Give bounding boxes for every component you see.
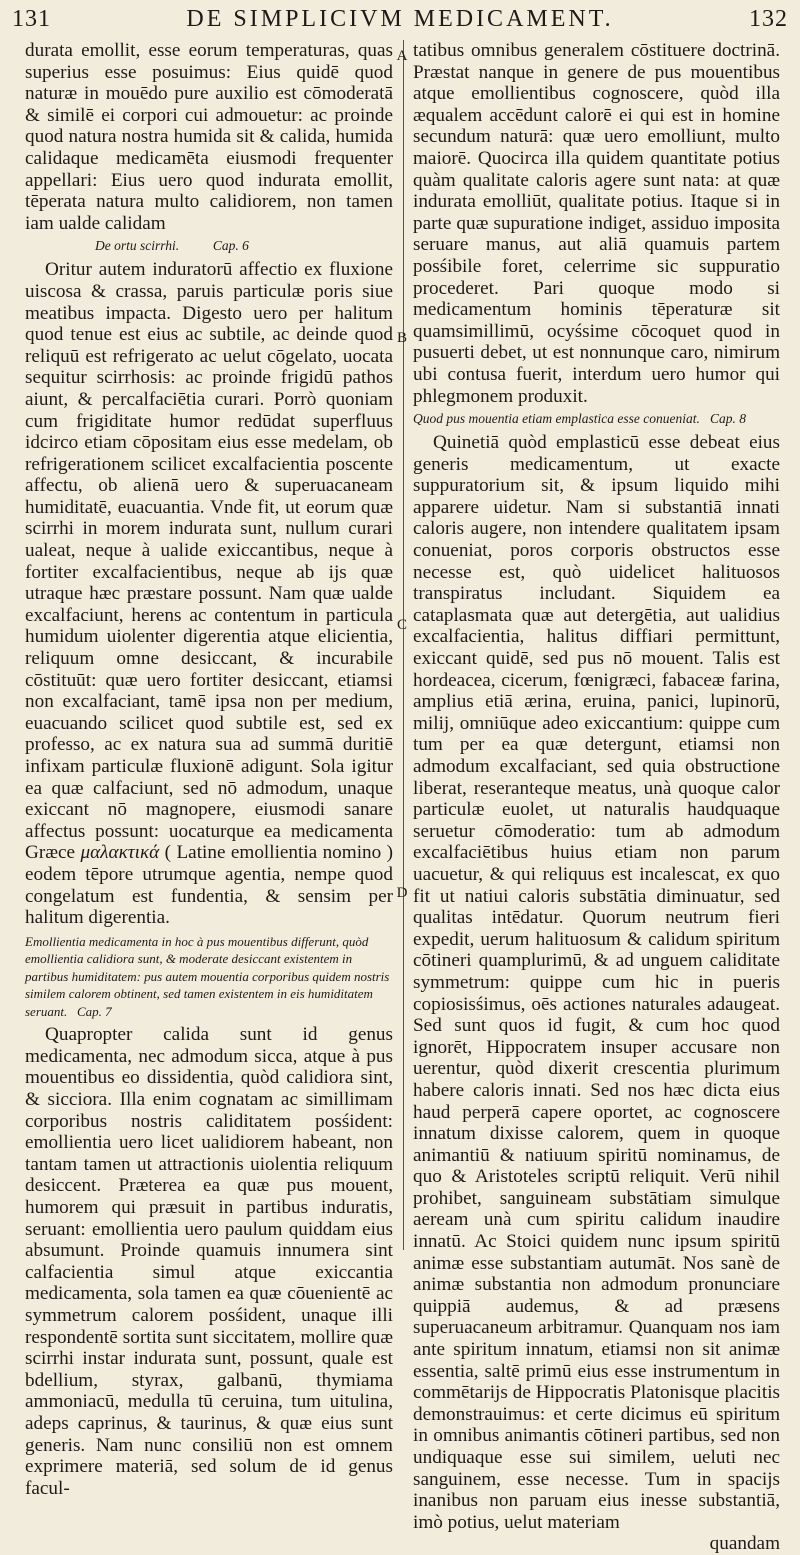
column-divider bbox=[403, 40, 404, 1250]
page-number-right: 132 bbox=[749, 6, 788, 32]
margin-letter-d: D bbox=[396, 885, 408, 901]
catchword: quandam bbox=[709, 1533, 780, 1555]
right-column bbox=[413, 40, 780, 1555]
chapter-title-8 bbox=[413, 409, 780, 429]
chapter-title-7 bbox=[25, 933, 393, 1021]
paragraph bbox=[25, 259, 393, 928]
paragraph: tatibus omnibus generalem cōstituere doctrinā. Præstat nanque in genere de pus mouentibus atque emollientibus cognoscere, quòd illa æqualem accēdunt calorē ei qui est in homine secundum naturā: quæ uero emolliunt, multo maiorē. Quocirca illa quidem quantitate potius quàm qualitate caloris agere sunt nata: at quæ indurata emolliūt, qualitate potius. Itaque si in parte quæ supuratione indiget, assiduo imposita seruare manus, aut aliā quamuis partem posśibile foret, celerrime sic suppuratio procederet. Pari quoque modo si medicamentum hominis tēperaturæ sit quamsimillimū, ocyśsime cōcoquet quod in pusuerti debet, ut est nonnunque caro, nimirum ubi contusa fuerit, interdum uero humor qui phlegmonem produxit. bbox=[413, 40, 780, 407]
margin-letter-c: C bbox=[396, 617, 407, 633]
chapter-number: Cap. 6 bbox=[212, 238, 249, 254]
page-number-left: 131 bbox=[12, 6, 51, 32]
page-header bbox=[12, 6, 788, 36]
chapter-title-text: Emollientia medicamenta in hoc à pus mouentibus differunt, quòd emollientia calidiora sunt, & moderate desiccant existentem in partibus humiditatem: pus autem mouentia corporibus quidem nostris similem calorem obtinent, sed tamen existentem in eis humiditatem seruant. bbox=[25, 933, 390, 1019]
margin-letter-b: B bbox=[396, 330, 407, 346]
chapter-number: Cap. 8 bbox=[709, 411, 746, 427]
chapter-title-text: De ortu scirrhi. bbox=[95, 238, 180, 254]
margin-letter-a: A bbox=[396, 48, 408, 64]
paragraph-text: ( Latine emollientia nomino ) eodem tēpore utrumque agentia, nempe quod congelatum est fundentia, & sensim per halitum digerentia. bbox=[25, 842, 394, 929]
paragraph: durata emollit, esse eorum temperaturas, quas superius esse posuimus: Eius quidē quod naturæ in mouēdo pure auxilio est cōmoderatā & similē ei corpori cui admouetur: ac proinde quod natura nostra humida sit & calida, humida calidaque medicamēta eiusmodi frequenter appellari: Eius uero quod indurata emollit, tēperata natura multo calidiorem, non tamen iam ualde calidam bbox=[25, 40, 393, 234]
left-column bbox=[25, 40, 394, 1499]
paragraph-text: Oritur autem induratorū affectio ex fluxione uiscosa & crassa, paruis particulæ poris siue meatibus impacta. Digesto uero per halitum quod tenue est eius ac subtile, ac deinde quod reliquū est refrigerato ac uelut cōgelato, uocata sequitur scirrhosis: ac proinde frigidū pathos aiunt, & percalfaciētia curari. Porrò quoniam cum frigiditate humor redūdat superfluus idcirco etiam cōpositam eius esse medelam, ob refrigerationem scilicet excalfacientia poscente affectu, ob alienā uero & superuacaneam humiditatē, euacuantia. Vnde fit, ut eorum quæ scirrhi in morem indurata sunt, nullum curari ualeat, neque à ualide exiccantibus, neque à fortiter excalfacientibus, neque ab ijs quæ utraque hæc præstare possunt. Nam quæ ualde excalfaciunt, herens ac contentum in particula humidum uiolenter digerentia atque elicientia, reliquum omne desiccant, & incurabile cōstituūt: quæ uero fortiter desiccant, etiamsi non excalfaciant, tamē ipsa non per medium, euacuando scilicet quod subtile est, sed ex professo, ac ex natura sua ad summā duritiē infixam particulæ fluxionē adigunt. Sola igitur ea quæ calfaciunt, sed nō admodum, unaque exiccant nō magnopere, eiusmodi sanare affectus possunt: uocaturque ea medicamenta Græce bbox=[25, 259, 393, 864]
paragraph: Quapropter calida sunt id genus medicamenta, nec admodum sicca, atque à pus mouentibus eo dissidentia, quòd calidiora sint, & sicciora. Illa enim cognatam ac simillimam corporibus nostris caliditatem posśident: emollientia uero licet ualidiorem habeant, non tantam tamen ut attractionis uiolentia reliquum desiccent. Præterea ea quæ pus mouent, humorem qui præsuit in partibus induratis, seruant: emollientia uero paulum quiddam eius absumunt. Proinde quamuis innumera sint calfacientia simul atque exiccantia medicamenta, sola tamen ea quæ cōuenientē ac symmetrum calorem posśident, unaque illi respondentē sortita sunt siccitatem, mollire quæ scirrhi instar indurata sunt, possunt, quale est bdellium, styrax, galbanū, thymiama ammoniacū, medulla tū ceruina, tum uitulina, adeps caprinus, & taurinus, & quæ eius sunt generis. Nam nunc consiliū non est omnem exprimere materiā, sed solum de id genus facul- bbox=[25, 1024, 393, 1499]
chapter-title-6 bbox=[25, 236, 393, 256]
greek-term: μαλακτικά bbox=[80, 842, 160, 864]
chapter-title-text: Quod pus mouentia etiam emplastica esse conueniat. bbox=[413, 411, 700, 427]
running-title: DE SIMPLICIVM MEDICAMENT. bbox=[186, 6, 614, 32]
chapter-number: Cap. 7 bbox=[77, 1003, 112, 1019]
paragraph: Quinetiā quòd emplasticū esse debeat eius generis medicamentum, ut exacte suppuratorium sit, & ipsum liquido mihi apparere uidetur. Nam si substantiā innati caloris augere, non intendere qualitatem ipsam conueniat, poros corporis obstructos esse necesse est, quò uidelicet halituosos transpiratus includant. Siquidem ea cataplasmata quæ aut detergētia, aut ualidius excalfacientia, halitus diffiari permittunt, exiccant quidē, sed pus nō mouent. Talis est hordeacea, cicerum, fœnigræci, fabaceæ farina, amplius etiā ærina, eruina, panici, lupinorū, milij, omniūque adeo exiccantium: quippe cum tum per ea quæ detergunt, etiamsi non admodum excalfaciant, sed quia obstructione liberat, reseranteque meatus, unà quoque calor particulæ euolet, ut naturalis haudquaque seruetur cōmoderatio: tum ab admodum excalfaciētibus huius etiam non parum uacuetur, & qui reliquus est incalescat, ex quo fit ut natiui caloris substātia diminuatur, sed qualitas intēdatur. Quorum neutrum fieri expedit, uerum halituosum & calidum spiritum cōtineri quamplurimū, & ad unguem caliditate symmetrum: quippe cum hic in pueris copiosisśimus, oēs actiones naturales adaugeat. Sed sunt quos id fugit, & cum hoc quod ignorēt, Hippocratem insuper accusare non uerentur, quòd dixerit crescentia plurimum habere caloris innati. Sed nos hæc dicta eius haud perperā capere oportet, ac cognoscere innatum dixisse calorem, quem in quoque animantiū & natiuum spiritū nominamus, de quo & Aristoteles scriptū reliquit. Verū nihil prohibet, sanguineam substātiam simulque aeream unà cum spiritu calidum inaudire innatū. Ac Stoici quidem nunc ipsum spiritū animæ esse substantiam autumāt. Nos sanè de animæ substantia non admodum pronunciare quippiā audemus, & ad præsens superuacaneum arbitramur. Quanquam nos iam ante spiritum innatum, etiamsi non sit animæ essentia, saltē primū eius esse instrumentum in commētarijs de Hippocratis Platonisque placitis demonstrauimus: et certe dicimus eū spiritum in omnibus animantis cōtineri partibus, sed non undiquaque esse sui similem, ueluti nec sanguinem, esse necesse. Tum in spacijs inanibus non paruam eius inesse substantiā, imò potius, uelut materiam bbox=[413, 432, 780, 1533]
